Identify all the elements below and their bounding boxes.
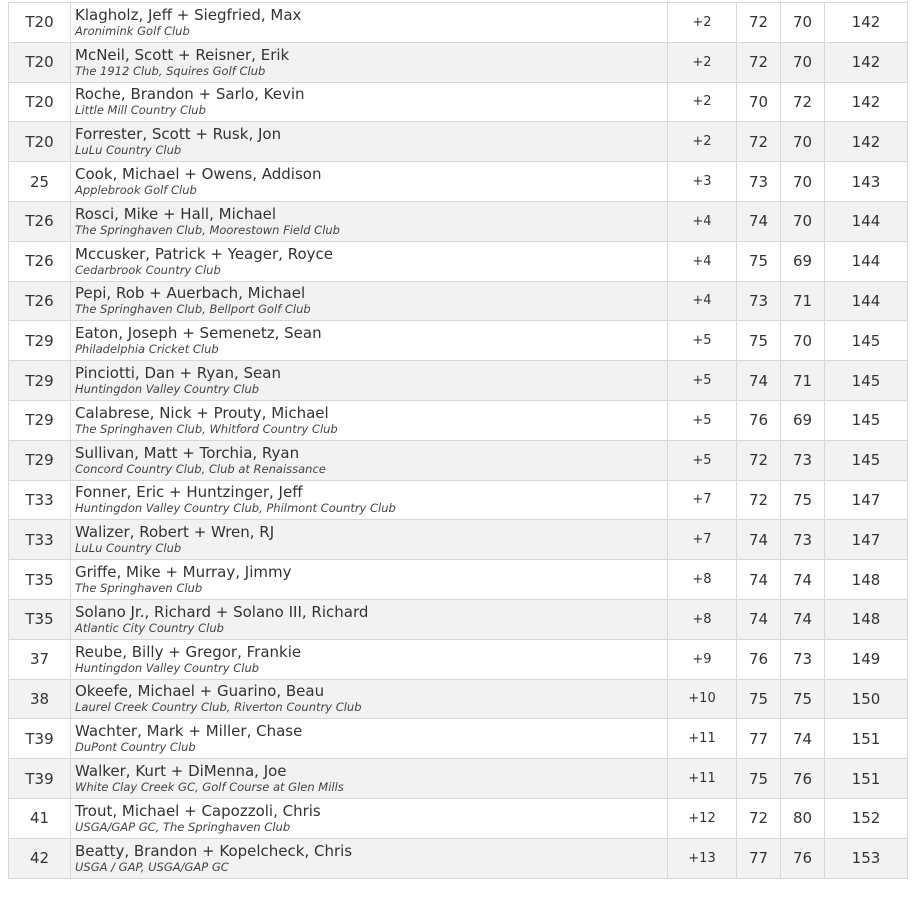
table-row[interactable] (9, 122, 908, 162)
to-par-cell: +5 (668, 321, 737, 361)
club-names: The 1912 Club, Squires Golf Club (75, 63, 266, 78)
round-2-cell: 71 (781, 281, 825, 321)
club-names: USGA/GAP GC, The Springhaven Club (75, 819, 291, 834)
player-names: Eaton, Joseph + Semenetz, Sean (75, 324, 322, 343)
round-1-cell: 74 (737, 560, 781, 600)
round-1-cell: 75 (737, 759, 781, 799)
player-names: Reube, Billy + Gregor, Frankie (75, 642, 302, 661)
position-cell: T20 (9, 42, 71, 82)
round-1-cell: 77 (737, 838, 781, 878)
total-cell: 147 (825, 480, 908, 520)
table-row[interactable] (9, 440, 908, 480)
player-names: Fonner, Eric + Huntzinger, Jeff (75, 483, 303, 502)
player-names: Mccusker, Patrick + Yeager, Royce (75, 244, 333, 263)
table-row[interactable] (9, 798, 908, 838)
round-2-cell: 70 (781, 162, 825, 202)
position-cell: T29 (9, 321, 71, 361)
player-cell[interactable] (71, 838, 668, 878)
player-cell[interactable] (71, 560, 668, 600)
club-names: Huntingdon Valley Country Club, Philmont Country Club (75, 501, 396, 516)
player-names: Griffe, Mike + Murray, Jimmy (75, 563, 292, 582)
position-cell: 37 (9, 639, 71, 679)
to-par-cell: +7 (668, 520, 737, 560)
club-names: Little Mill Country Club (75, 103, 206, 118)
player-cell[interactable] (71, 82, 668, 122)
position-cell: 42 (9, 838, 71, 878)
round-2-cell: 70 (781, 122, 825, 162)
player-cell[interactable] (71, 798, 668, 838)
total-cell: 150 (825, 679, 908, 719)
player-cell[interactable] (71, 122, 668, 162)
to-par-cell: +2 (668, 82, 737, 122)
player-cell[interactable] (71, 480, 668, 520)
round-2-cell: 72 (781, 82, 825, 122)
player-names: Forrester, Scott + Rusk, Jon (75, 125, 282, 144)
round-1-cell: 73 (737, 162, 781, 202)
round-2-cell: 75 (781, 679, 825, 719)
table-row[interactable] (9, 679, 908, 719)
club-names: Cedarbrook Country Club (75, 262, 221, 277)
player-names: Beatty, Brandon + Kopelcheck, Chris (75, 841, 353, 860)
round-2-cell: 69 (781, 241, 825, 281)
player-cell[interactable] (71, 201, 668, 241)
round-2-cell: 80 (781, 798, 825, 838)
player-names: Sullivan, Matt + Torchia, Ryan (75, 443, 300, 462)
total-cell: 149 (825, 639, 908, 679)
position-cell: T29 (9, 440, 71, 480)
player-cell[interactable] (71, 321, 668, 361)
position-cell: T33 (9, 480, 71, 520)
position-cell: 38 (9, 679, 71, 719)
total-cell: 143 (825, 162, 908, 202)
round-2-cell: 74 (781, 599, 825, 639)
round-1-cell: 72 (737, 42, 781, 82)
to-par-cell: +8 (668, 599, 737, 639)
player-cell[interactable] (71, 281, 668, 321)
total-cell: 153 (825, 838, 908, 878)
player-cell[interactable] (71, 361, 668, 401)
round-2-cell: 70 (781, 42, 825, 82)
to-par-cell: +5 (668, 400, 737, 440)
club-names: Philadelphia Cricket Club (75, 342, 219, 357)
player-names: Solano Jr., Richard + Solano III, Richard (75, 602, 369, 621)
position-cell: T29 (9, 400, 71, 440)
player-names: Pepi, Rob + Auerbach, Michael (75, 284, 306, 303)
player-names: McNeil, Scott + Reisner, Erik (75, 45, 290, 64)
table-row[interactable] (9, 520, 908, 560)
round-1-cell: 73 (737, 281, 781, 321)
player-cell[interactable] (71, 162, 668, 202)
total-cell: 142 (825, 122, 908, 162)
total-cell: 145 (825, 440, 908, 480)
to-par-cell: +4 (668, 281, 737, 321)
player-cell[interactable] (71, 440, 668, 480)
to-par-cell: +4 (668, 241, 737, 281)
player-cell[interactable] (71, 42, 668, 82)
table-row[interactable] (9, 639, 908, 679)
player-names: Cook, Michael + Owens, Addison (75, 165, 322, 184)
table-row[interactable] (9, 599, 908, 639)
club-names: The Springhaven Club (75, 581, 203, 596)
player-names: Roche, Brandon + Sarlo, Kevin (75, 85, 305, 104)
total-cell: 144 (825, 241, 908, 281)
club-names: The Springhaven Club, Whitford Country Club (75, 421, 338, 436)
to-par-cell: +3 (668, 162, 737, 202)
round-1-cell: 72 (737, 440, 781, 480)
table-row[interactable] (9, 3, 908, 43)
position-cell: T20 (9, 82, 71, 122)
total-cell: 147 (825, 520, 908, 560)
total-cell: 145 (825, 400, 908, 440)
table-row[interactable] (9, 281, 908, 321)
club-names: LuLu Country Club (75, 541, 182, 556)
club-names: The Springhaven Club, Moorestown Field Club (75, 222, 340, 237)
player-names: Walizer, Robert + Wren, RJ (75, 523, 275, 542)
total-cell: 148 (825, 599, 908, 639)
round-2-cell: 73 (781, 639, 825, 679)
round-1-cell: 76 (737, 400, 781, 440)
position-cell: T26 (9, 201, 71, 241)
player-names: Rosci, Mike + Hall, Michael (75, 204, 277, 223)
round-1-cell: 74 (737, 520, 781, 560)
round-2-cell: 76 (781, 838, 825, 878)
club-names: Huntingdon Valley Country Club (75, 660, 260, 675)
table-row[interactable] (9, 480, 908, 520)
player-cell[interactable] (71, 639, 668, 679)
club-names: Aronimink Golf Club (75, 23, 190, 38)
round-1-cell: 75 (737, 241, 781, 281)
player-cell[interactable] (71, 679, 668, 719)
player-cell[interactable] (71, 599, 668, 639)
player-names: Walker, Kurt + DiMenna, Joe (75, 762, 287, 781)
table-row[interactable] (9, 162, 908, 202)
player-names: Klagholz, Jeff + Siegfried, Max (75, 5, 302, 24)
position-cell: T39 (9, 719, 71, 759)
player-names: Okeefe, Michael + Guarino, Beau (75, 682, 325, 701)
round-1-cell: 76 (737, 639, 781, 679)
table-row[interactable] (9, 201, 908, 241)
round-1-cell: 74 (737, 201, 781, 241)
round-2-cell: 70 (781, 321, 825, 361)
table-row[interactable] (9, 82, 908, 122)
to-par-cell: +11 (668, 719, 737, 759)
round-1-cell: 74 (737, 361, 781, 401)
club-names: LuLu Country Club (75, 143, 182, 158)
to-par-cell: +5 (668, 440, 737, 480)
player-names: Wachter, Mark + Miller, Chase (75, 722, 303, 741)
to-par-cell: +11 (668, 759, 737, 799)
position-cell: T29 (9, 361, 71, 401)
position-cell: T20 (9, 122, 71, 162)
position-cell: T26 (9, 281, 71, 321)
table-row[interactable] (9, 42, 908, 82)
round-2-cell: 73 (781, 440, 825, 480)
to-par-cell: +9 (668, 639, 737, 679)
player-cell[interactable] (71, 400, 668, 440)
player-cell[interactable] (71, 3, 668, 43)
total-cell: 151 (825, 759, 908, 799)
club-names: The Springhaven Club, Bellport Golf Club (75, 302, 311, 317)
player-cell[interactable] (71, 719, 668, 759)
table-row[interactable] (9, 241, 908, 281)
to-par-cell: +4 (668, 201, 737, 241)
total-cell: 144 (825, 201, 908, 241)
club-names: Concord Country Club, Club at Renaissance (75, 461, 326, 476)
round-2-cell: 74 (781, 719, 825, 759)
round-2-cell: 70 (781, 3, 825, 43)
position-cell: T39 (9, 759, 71, 799)
to-par-cell: +12 (668, 798, 737, 838)
round-2-cell: 71 (781, 361, 825, 401)
total-cell: 148 (825, 560, 908, 600)
to-par-cell: +2 (668, 3, 737, 43)
round-2-cell: 76 (781, 759, 825, 799)
total-cell: 151 (825, 719, 908, 759)
round-2-cell: 70 (781, 201, 825, 241)
round-1-cell: 75 (737, 679, 781, 719)
club-names: Applebrook Golf Club (75, 183, 197, 198)
table-row[interactable] (9, 560, 908, 600)
total-cell: 144 (825, 281, 908, 321)
total-cell: 145 (825, 361, 908, 401)
round-1-cell: 72 (737, 122, 781, 162)
round-1-cell: 77 (737, 719, 781, 759)
total-cell: 142 (825, 42, 908, 82)
total-cell: 142 (825, 82, 908, 122)
table-row[interactable] (9, 719, 908, 759)
club-names: USGA / GAP, USGA/GAP GC (75, 859, 229, 874)
table-row[interactable] (9, 361, 908, 401)
to-par-cell: +7 (668, 480, 737, 520)
position-cell: 41 (9, 798, 71, 838)
leaderboard-table (8, 2, 908, 879)
position-cell: T20 (9, 3, 71, 43)
round-2-cell: 73 (781, 520, 825, 560)
round-1-cell: 70 (737, 82, 781, 122)
position-cell: 25 (9, 162, 71, 202)
table-row[interactable] (9, 400, 908, 440)
player-names: Pinciotti, Dan + Ryan, Sean (75, 364, 281, 383)
club-names: Laurel Creek Country Club, Riverton Country Club (75, 700, 362, 715)
player-cell[interactable] (71, 241, 668, 281)
round-1-cell: 72 (737, 3, 781, 43)
total-cell: 145 (825, 321, 908, 361)
position-cell: T33 (9, 520, 71, 560)
table-row[interactable] (9, 759, 908, 799)
total-cell: 152 (825, 798, 908, 838)
total-cell: 142 (825, 3, 908, 43)
player-cell[interactable] (71, 759, 668, 799)
position-cell: T35 (9, 560, 71, 600)
to-par-cell: +5 (668, 361, 737, 401)
table-row[interactable] (9, 321, 908, 361)
to-par-cell: +2 (668, 42, 737, 82)
to-par-cell: +10 (668, 679, 737, 719)
round-2-cell: 69 (781, 400, 825, 440)
round-1-cell: 75 (737, 321, 781, 361)
round-1-cell: 72 (737, 480, 781, 520)
position-cell: T26 (9, 241, 71, 281)
to-par-cell: +8 (668, 560, 737, 600)
table-row[interactable] (9, 838, 908, 878)
round-1-cell: 72 (737, 798, 781, 838)
player-names: Calabrese, Nick + Prouty, Michael (75, 403, 329, 422)
round-1-cell: 74 (737, 599, 781, 639)
club-names: Atlantic City Country Club (75, 620, 224, 635)
to-par-cell: +2 (668, 122, 737, 162)
round-2-cell: 75 (781, 480, 825, 520)
player-names: Trout, Michael + Capozzoli, Chris (75, 801, 321, 820)
to-par-cell: +13 (668, 838, 737, 878)
club-names: White Clay Creek GC, Golf Course at Glen Mills (75, 780, 344, 795)
club-names: DuPont Country Club (75, 740, 196, 755)
club-names: Huntingdon Valley Country Club (75, 382, 260, 397)
position-cell: T35 (9, 599, 71, 639)
player-cell[interactable] (71, 520, 668, 560)
leaderboard-body (9, 3, 908, 879)
round-2-cell: 74 (781, 560, 825, 600)
